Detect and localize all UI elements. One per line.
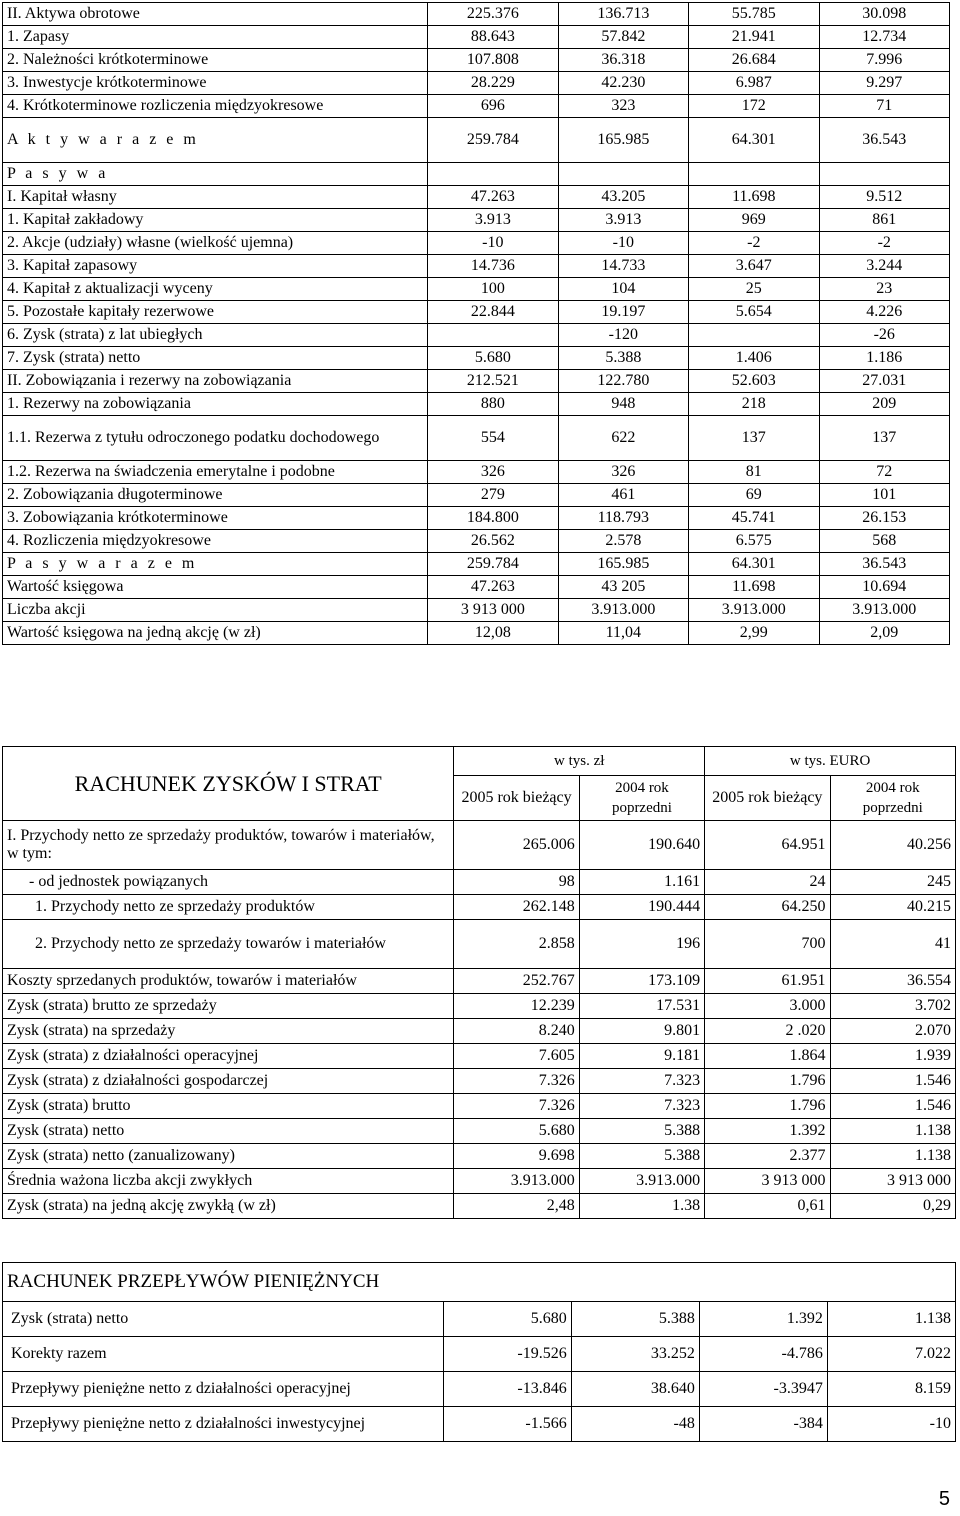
balance-sheet-row	[3, 553, 950, 576]
balance-sheet-value: 55.785	[689, 3, 819, 26]
cash-flow-value: -19.526	[443, 1337, 571, 1372]
income-statement-value: 1.796	[705, 1094, 830, 1119]
cash-flow-label: Przepływy pieniężne netto z działalności operacyjnej	[3, 1372, 444, 1407]
balance-sheet-label: Wartość księgowa	[3, 576, 428, 599]
income-statement-label: 1. Przychody netto ze sprzedaży produktów	[3, 895, 454, 920]
balance-sheet-value: 3.244	[819, 255, 949, 278]
balance-sheet-label: 1.1. Rezerwa z tytułu odroczonego podatku dochodowego	[3, 416, 428, 461]
balance-sheet-value: 88.643	[428, 26, 558, 49]
balance-sheet-value: 880	[428, 393, 558, 416]
balance-sheet-value: 259.784	[428, 118, 558, 163]
balance-sheet-value: 69	[689, 484, 819, 507]
balance-sheet-value: 3.913.000	[689, 599, 819, 622]
balance-sheet-value: 64.301	[689, 553, 819, 576]
balance-sheet-value: 6.987	[689, 72, 819, 95]
balance-sheet-value: 3.647	[689, 255, 819, 278]
balance-sheet-label: 1. Zapasy	[3, 26, 428, 49]
income-statement-value: 1.546	[830, 1069, 955, 1094]
balance-sheet-row	[3, 209, 950, 232]
balance-sheet-value: 218	[689, 393, 819, 416]
income-statement-value: 1.138	[830, 1119, 955, 1144]
balance-sheet-value	[428, 163, 558, 186]
income-statement-row	[3, 1119, 956, 1144]
balance-sheet-row	[3, 95, 950, 118]
balance-sheet-value: 43.205	[558, 186, 688, 209]
income-statement-value: 2 .020	[705, 1019, 830, 1044]
cash-flow-row	[3, 1337, 956, 1372]
income-statement-label: Zysk (strata) na sprzedaży	[3, 1019, 454, 1044]
income-statement-value: 7.323	[579, 1069, 704, 1094]
income-statement-value: 1.546	[830, 1094, 955, 1119]
balance-sheet-row	[3, 370, 950, 393]
balance-sheet-label: 2. Akcje (udziały) własne (wielkość ujemna)	[3, 232, 428, 255]
balance-sheet-value: 136.713	[558, 3, 688, 26]
income-statement-value: 61.951	[705, 969, 830, 994]
income-statement-row	[3, 1194, 956, 1219]
balance-sheet-value: 948	[558, 393, 688, 416]
balance-sheet-value: 81	[689, 461, 819, 484]
income-statement-title: RACHUNEK ZYSKÓW I STRAT	[3, 747, 454, 821]
balance-sheet-row	[3, 484, 950, 507]
balance-sheet-value: 3.913.000	[558, 599, 688, 622]
income-statement-row	[3, 1144, 956, 1169]
cash-flow-value: -3.3947	[699, 1372, 827, 1407]
balance-sheet-row	[3, 255, 950, 278]
cash-flow-row	[3, 1372, 956, 1407]
balance-sheet-row	[3, 49, 950, 72]
balance-sheet-value: 326	[558, 461, 688, 484]
balance-sheet-value: 42.230	[558, 72, 688, 95]
balance-sheet-value: 3.913	[428, 209, 558, 232]
balance-sheet-label: 2. Zobowiązania długoterminowe	[3, 484, 428, 507]
balance-sheet-row	[3, 186, 950, 209]
income-statement-row	[3, 920, 956, 969]
balance-sheet-value: 259.784	[428, 553, 558, 576]
balance-sheet-value: 36.543	[819, 118, 949, 163]
income-statement-value: 2.377	[705, 1144, 830, 1169]
balance-sheet-value: 107.808	[428, 49, 558, 72]
income-statement-value: 41	[830, 920, 955, 969]
balance-sheet-value: 23	[819, 278, 949, 301]
income-statement-value: 3.000	[705, 994, 830, 1019]
balance-sheet-value: 71	[819, 95, 949, 118]
cash-flow-table	[2, 1262, 956, 1442]
balance-sheet-label: 1.2. Rezerwa na świadczenia emerytalne i podobne	[3, 461, 428, 484]
balance-sheet-value: 72	[819, 461, 949, 484]
income-statement-value: 173.109	[579, 969, 704, 994]
balance-sheet-value: 137	[689, 416, 819, 461]
cash-flow-value: -4.786	[699, 1337, 827, 1372]
balance-sheet-value: 2,09	[819, 622, 949, 645]
income-statement-value: 24	[705, 870, 830, 895]
income-statement-label: Zysk (strata) na jedną akcję zwykłą (w zł)	[3, 1194, 454, 1219]
balance-sheet-value: 568	[819, 530, 949, 553]
income-statement-value: 36.554	[830, 969, 955, 994]
income-statement-header-row	[3, 747, 956, 776]
balance-sheet-value: 57.842	[558, 26, 688, 49]
balance-sheet-label: Liczba akcji	[3, 599, 428, 622]
balance-sheet-value: 9.297	[819, 72, 949, 95]
col-header-2005-pln: 2005 rok bieżący	[454, 776, 579, 821]
income-statement-value: 1.392	[705, 1119, 830, 1144]
col-header-2004-pln: 2004 rok poprzedni	[579, 776, 704, 821]
balance-sheet-value: 696	[428, 95, 558, 118]
balance-sheet-row	[3, 72, 950, 95]
cash-flow-value: 5.388	[571, 1302, 699, 1337]
income-statement-value: 262.148	[454, 895, 579, 920]
cash-flow-label: Zysk (strata) netto	[3, 1302, 444, 1337]
income-statement-value: 265.006	[454, 821, 579, 870]
balance-sheet-value: 28.229	[428, 72, 558, 95]
balance-sheet-value: 6.575	[689, 530, 819, 553]
balance-sheet-value: 52.603	[689, 370, 819, 393]
balance-sheet-value: 47.263	[428, 186, 558, 209]
income-statement-value: 252.767	[454, 969, 579, 994]
col-header-2004-eur: 2004 rok poprzedni	[830, 776, 955, 821]
cash-flow-value: 1.392	[699, 1302, 827, 1337]
balance-sheet-value: 25	[689, 278, 819, 301]
balance-sheet-row	[3, 118, 950, 163]
balance-sheet-value: 30.098	[819, 3, 949, 26]
balance-sheet-label: 1. Kapitał zakładowy	[3, 209, 428, 232]
unit-pln-label: w tys. zł	[454, 747, 705, 776]
income-statement-row	[3, 994, 956, 1019]
balance-sheet-row	[3, 530, 950, 553]
balance-sheet-value: 165.985	[558, 553, 688, 576]
balance-sheet-value: 36.318	[558, 49, 688, 72]
income-statement-value: 5.388	[579, 1119, 704, 1144]
balance-sheet-value: 861	[819, 209, 949, 232]
balance-sheet-value: 101	[819, 484, 949, 507]
balance-sheet-value	[558, 163, 688, 186]
balance-sheet-value	[689, 163, 819, 186]
balance-sheet-label: 4. Kapitał z aktualizacji wyceny	[3, 278, 428, 301]
balance-sheet-value: 11,04	[558, 622, 688, 645]
balance-sheet-value: 14.733	[558, 255, 688, 278]
balance-sheet-value: 2,99	[689, 622, 819, 645]
balance-sheet-row	[3, 347, 950, 370]
balance-sheet-value: 212.521	[428, 370, 558, 393]
balance-sheet-value: -2	[689, 232, 819, 255]
income-statement-label: Koszty sprzedanych produktów, towarów i materiałów	[3, 969, 454, 994]
balance-sheet-value: 225.376	[428, 3, 558, 26]
income-statement-value: 64.951	[705, 821, 830, 870]
balance-sheet-label: 3. Zobowiązania krótkoterminowe	[3, 507, 428, 530]
balance-sheet-label: 1. Rezerwy na zobowiązania	[3, 393, 428, 416]
income-statement-label: Zysk (strata) brutto	[3, 1094, 454, 1119]
income-statement-label: Zysk (strata) z działalności gospodarczej	[3, 1069, 454, 1094]
cash-flow-value: 7.022	[827, 1337, 955, 1372]
balance-sheet-label: Wartość księgowa na jedną akcję (w zł)	[3, 622, 428, 645]
balance-sheet-value: 7.996	[819, 49, 949, 72]
balance-sheet-value: 3.913.000	[819, 599, 949, 622]
cash-flow-value: 1.138	[827, 1302, 955, 1337]
balance-sheet-label: 3. Inwestycje krótkoterminowe	[3, 72, 428, 95]
income-statement-row	[3, 821, 956, 870]
income-statement-value: 9.181	[579, 1044, 704, 1069]
cash-flow-value: -10	[827, 1407, 955, 1442]
cash-flow-value: 33.252	[571, 1337, 699, 1372]
income-statement-value: 2,48	[454, 1194, 579, 1219]
income-statement-value: 3.913.000	[579, 1169, 704, 1194]
income-statement-value: 2.858	[454, 920, 579, 969]
balance-sheet-value: 137	[819, 416, 949, 461]
income-statement-row	[3, 870, 956, 895]
cash-flow-title: RACHUNEK PRZEPŁYWÓW PIENIĘŻNYCH	[3, 1263, 956, 1302]
income-statement-row	[3, 969, 956, 994]
income-statement-label: Zysk (strata) z działalności operacyjnej	[3, 1044, 454, 1069]
balance-sheet-label: 3. Kapitał zapasowy	[3, 255, 428, 278]
income-statement-label: - od jednostek powiązanych	[3, 870, 454, 895]
cash-flow-row	[3, 1302, 956, 1337]
income-statement-value: 1.864	[705, 1044, 830, 1069]
income-statement-label: I. Przychody netto ze sprzedaży produktów, towarów i materiałów, w tym:	[3, 821, 454, 870]
balance-sheet-row	[3, 3, 950, 26]
income-statement-label: Zysk (strata) netto	[3, 1119, 454, 1144]
balance-sheet-row	[3, 324, 950, 347]
balance-sheet-value: 5.680	[428, 347, 558, 370]
balance-sheet-value: 323	[558, 95, 688, 118]
balance-sheet-value: 10.694	[819, 576, 949, 599]
balance-sheet-value: 2.578	[558, 530, 688, 553]
balance-sheet-row	[3, 26, 950, 49]
balance-sheet-label: 4. Rozliczenia międzyokresowe	[3, 530, 428, 553]
balance-sheet-row	[3, 507, 950, 530]
income-statement-value: 190.640	[579, 821, 704, 870]
balance-sheet-label: II. Aktywa obrotowe	[3, 3, 428, 26]
balance-sheet-value: 45.741	[689, 507, 819, 530]
income-statement-value: 190.444	[579, 895, 704, 920]
balance-sheet-label: I. Kapitał własny	[3, 186, 428, 209]
income-statement-value: 7.323	[579, 1094, 704, 1119]
balance-sheet-value	[689, 324, 819, 347]
balance-sheet-value	[819, 163, 949, 186]
income-statement-row	[3, 1019, 956, 1044]
balance-sheet-label: II. Zobowiązania i rezerwy na zobowiązania	[3, 370, 428, 393]
cash-flow-label: Korekty razem	[3, 1337, 444, 1372]
balance-sheet-value: 36.543	[819, 553, 949, 576]
balance-sheet-value: -10	[428, 232, 558, 255]
income-statement-value: 3.702	[830, 994, 955, 1019]
balance-sheet-value: 26.153	[819, 507, 949, 530]
balance-sheet-value: 165.985	[558, 118, 688, 163]
income-statement-label: Zysk (strata) netto (zanualizowany)	[3, 1144, 454, 1169]
balance-sheet-value: 4.226	[819, 301, 949, 324]
cash-flow-value: 8.159	[827, 1372, 955, 1407]
balance-sheet-value: 5.654	[689, 301, 819, 324]
income-statement-value: 196	[579, 920, 704, 969]
income-statement-value: 40.256	[830, 821, 955, 870]
balance-sheet-row	[3, 301, 950, 324]
balance-sheet-value: 1.406	[689, 347, 819, 370]
balance-sheet-label: 5. Pozostałe kapitały rezerwowe	[3, 301, 428, 324]
balance-sheet-label: 4. Krótkoterminowe rozliczenia międzyokresowe	[3, 95, 428, 118]
balance-sheet-value: 122.780	[558, 370, 688, 393]
income-statement-value: 7.605	[454, 1044, 579, 1069]
income-statement-value: 98	[454, 870, 579, 895]
balance-sheet-value: 104	[558, 278, 688, 301]
income-statement-value: 245	[830, 870, 955, 895]
income-statement-value: 64.250	[705, 895, 830, 920]
income-statement-label: Średnia ważona liczba akcji zwykłych	[3, 1169, 454, 1194]
balance-sheet-value: 11.698	[689, 576, 819, 599]
income-statement-value: 7.326	[454, 1094, 579, 1119]
income-statement-row	[3, 1169, 956, 1194]
income-statement-value: 3 913 000	[705, 1169, 830, 1194]
balance-sheet-value: 3.913	[558, 209, 688, 232]
balance-sheet-value: 209	[819, 393, 949, 416]
income-statement-table	[2, 746, 956, 1219]
balance-sheet-value: -26	[819, 324, 949, 347]
balance-sheet-row	[3, 416, 950, 461]
balance-sheet-value: 5.388	[558, 347, 688, 370]
page-number: 5	[938, 1488, 950, 1510]
unit-eur-label: w tys. EURO	[705, 747, 956, 776]
balance-sheet-value: -120	[558, 324, 688, 347]
income-statement-value: 3.913.000	[454, 1169, 579, 1194]
income-statement-value: 7.326	[454, 1069, 579, 1094]
balance-sheet-value: 172	[689, 95, 819, 118]
balance-sheet-value: 47.263	[428, 576, 558, 599]
balance-sheet-value: 461	[558, 484, 688, 507]
cash-flow-value: -1.566	[443, 1407, 571, 1442]
balance-sheet-row	[3, 576, 950, 599]
income-statement-value: 12.239	[454, 994, 579, 1019]
balance-sheet-value: -10	[558, 232, 688, 255]
income-statement-value: 1.939	[830, 1044, 955, 1069]
balance-sheet-row	[3, 163, 950, 186]
balance-sheet-value	[428, 324, 558, 347]
balance-sheet-row	[3, 622, 950, 645]
balance-sheet-row	[3, 599, 950, 622]
income-statement-value: 700	[705, 920, 830, 969]
balance-sheet-value: 184.800	[428, 507, 558, 530]
balance-sheet-value: -2	[819, 232, 949, 255]
income-statement-value: 2.070	[830, 1019, 955, 1044]
balance-sheet-value: 21.941	[689, 26, 819, 49]
income-statement-value: 17.531	[579, 994, 704, 1019]
balance-sheet-value: 279	[428, 484, 558, 507]
balance-sheet-value: 12,08	[428, 622, 558, 645]
balance-sheet-value: 22.844	[428, 301, 558, 324]
cash-flow-value: -384	[699, 1407, 827, 1442]
cash-flow-title-row	[3, 1263, 956, 1302]
balance-sheet-value: 3 913 000	[428, 599, 558, 622]
income-statement-row	[3, 1094, 956, 1119]
cash-flow-value: 5.680	[443, 1302, 571, 1337]
income-statement-value: 0,29	[830, 1194, 955, 1219]
income-statement-value: 0,61	[705, 1194, 830, 1219]
cash-flow-value: 38.640	[571, 1372, 699, 1407]
balance-sheet-value: 64.301	[689, 118, 819, 163]
balance-sheet-value: 622	[558, 416, 688, 461]
balance-sheet-value: 9.512	[819, 186, 949, 209]
balance-sheet-value: 326	[428, 461, 558, 484]
balance-sheet-value: 100	[428, 278, 558, 301]
balance-sheet-row	[3, 461, 950, 484]
income-statement-label: Zysk (strata) brutto ze sprzedaży	[3, 994, 454, 1019]
balance-sheet-label: P a s y w a	[3, 163, 428, 186]
income-statement-row	[3, 895, 956, 920]
balance-sheet-label: 7. Zysk (strata) netto	[3, 347, 428, 370]
cash-flow-row	[3, 1407, 956, 1442]
balance-sheet-label: 6. Zysk (strata) z lat ubiegłych	[3, 324, 428, 347]
balance-sheet-label: 2. Należności krótkoterminowe	[3, 49, 428, 72]
balance-sheet-value: 1.186	[819, 347, 949, 370]
income-statement-value: 5.680	[454, 1119, 579, 1144]
balance-sheet-row	[3, 232, 950, 255]
income-statement-value: 9.801	[579, 1019, 704, 1044]
col-header-2005-eur: 2005 rok bieżący	[705, 776, 830, 821]
balance-sheet-value: 26.562	[428, 530, 558, 553]
balance-sheet-value: 554	[428, 416, 558, 461]
balance-sheet-row	[3, 393, 950, 416]
income-statement-value: 40.215	[830, 895, 955, 920]
income-statement-value: 1.796	[705, 1069, 830, 1094]
income-statement-value: 3 913 000	[830, 1169, 955, 1194]
income-statement-value: 1.138	[830, 1144, 955, 1169]
balance-sheet-table	[2, 2, 950, 645]
balance-sheet-value: 27.031	[819, 370, 949, 393]
cash-flow-value: -48	[571, 1407, 699, 1442]
income-statement-value: 1.161	[579, 870, 704, 895]
income-statement-label: 2. Przychody netto ze sprzedaży towarów i materiałów	[3, 920, 454, 969]
balance-sheet-value: 43 205	[558, 576, 688, 599]
income-statement-value: 9.698	[454, 1144, 579, 1169]
income-statement-value: 8.240	[454, 1019, 579, 1044]
balance-sheet-value: 19.197	[558, 301, 688, 324]
balance-sheet-value: 12.734	[819, 26, 949, 49]
balance-sheet-row	[3, 278, 950, 301]
balance-sheet-value: 969	[689, 209, 819, 232]
balance-sheet-label: A k t y w a r a z e m	[3, 118, 428, 163]
balance-sheet-value: 11.698	[689, 186, 819, 209]
income-statement-row	[3, 1044, 956, 1069]
balance-sheet-value: 118.793	[558, 507, 688, 530]
balance-sheet-label: P a s y w a r a z e m	[3, 553, 428, 576]
income-statement-value: 1.38	[579, 1194, 704, 1219]
cash-flow-value: -13.846	[443, 1372, 571, 1407]
balance-sheet-value: 14.736	[428, 255, 558, 278]
cash-flow-label: Przepływy pieniężne netto z działalności inwestycyjnej	[3, 1407, 444, 1442]
income-statement-value: 5.388	[579, 1144, 704, 1169]
income-statement-row	[3, 1069, 956, 1094]
balance-sheet-value: 26.684	[689, 49, 819, 72]
